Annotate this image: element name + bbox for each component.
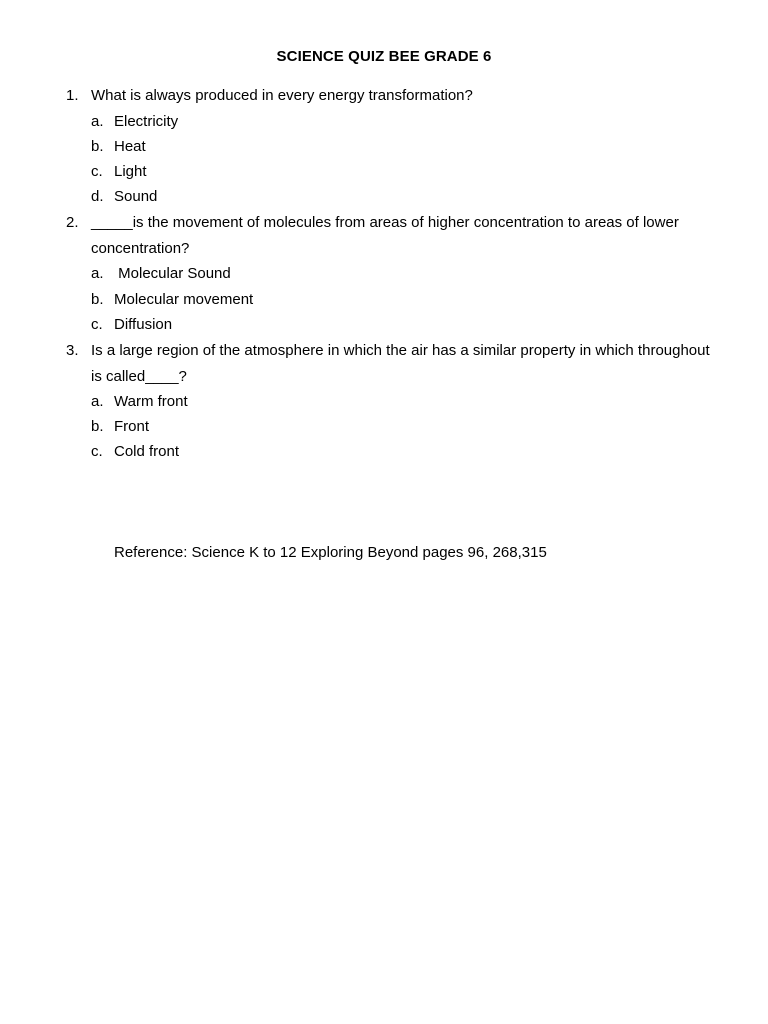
question-1-option-b-letter: b. <box>91 138 104 155</box>
page-title: SCIENCE QUIZ BEE GRADE 6 <box>276 48 492 65</box>
question-1-option-b-text: Heat <box>114 138 146 155</box>
question-3-option-b-letter: b. <box>91 418 104 435</box>
question-2-option-a-letter: a. <box>91 265 104 282</box>
question-1-option-c-letter: c. <box>91 163 103 180</box>
question-3-option-b-text: Front <box>114 418 150 435</box>
question-3-number: 3. <box>66 342 79 359</box>
question-1-number: 1. <box>66 87 79 104</box>
question-1-option-a-letter: a. <box>91 113 104 130</box>
question-1-text: What is always produced in every energy transformation? <box>91 87 473 104</box>
question-3-option-a-letter: a. <box>91 393 104 410</box>
question-1-option-d-text: Sound <box>114 188 158 205</box>
question-3-text: Is a large region of the atmosphere in which the air has a similar property in which throughout is called____? <box>91 342 710 385</box>
question-2-number: 2. <box>66 214 79 231</box>
question-2-option-c-letter: c. <box>91 316 103 333</box>
question-3-option-a-text: Warm front <box>114 393 188 410</box>
question-3-option-c-text: Cold front <box>114 443 180 460</box>
question-2-option-b-text: Molecular movement <box>114 291 254 308</box>
question-2-option-a-text: Molecular Sound <box>114 265 231 282</box>
question-2-option-c-text: Diffusion <box>114 316 173 333</box>
question-1-option-d-letter: d. <box>91 188 104 205</box>
question-2-option-b-letter: b. <box>91 291 104 308</box>
question-2-text: _____is the movement of molecules from areas of higher concentration to areas of lower concentration? <box>91 214 679 257</box>
question-3-option-c-letter: c. <box>91 443 103 460</box>
question-1-option-c-text: Light <box>114 163 147 180</box>
question-1-option-a-text: Electricity <box>114 113 179 130</box>
reference-note: Reference: Science K to 12 Exploring Beyond pages 96, 268,315 <box>114 544 547 561</box>
